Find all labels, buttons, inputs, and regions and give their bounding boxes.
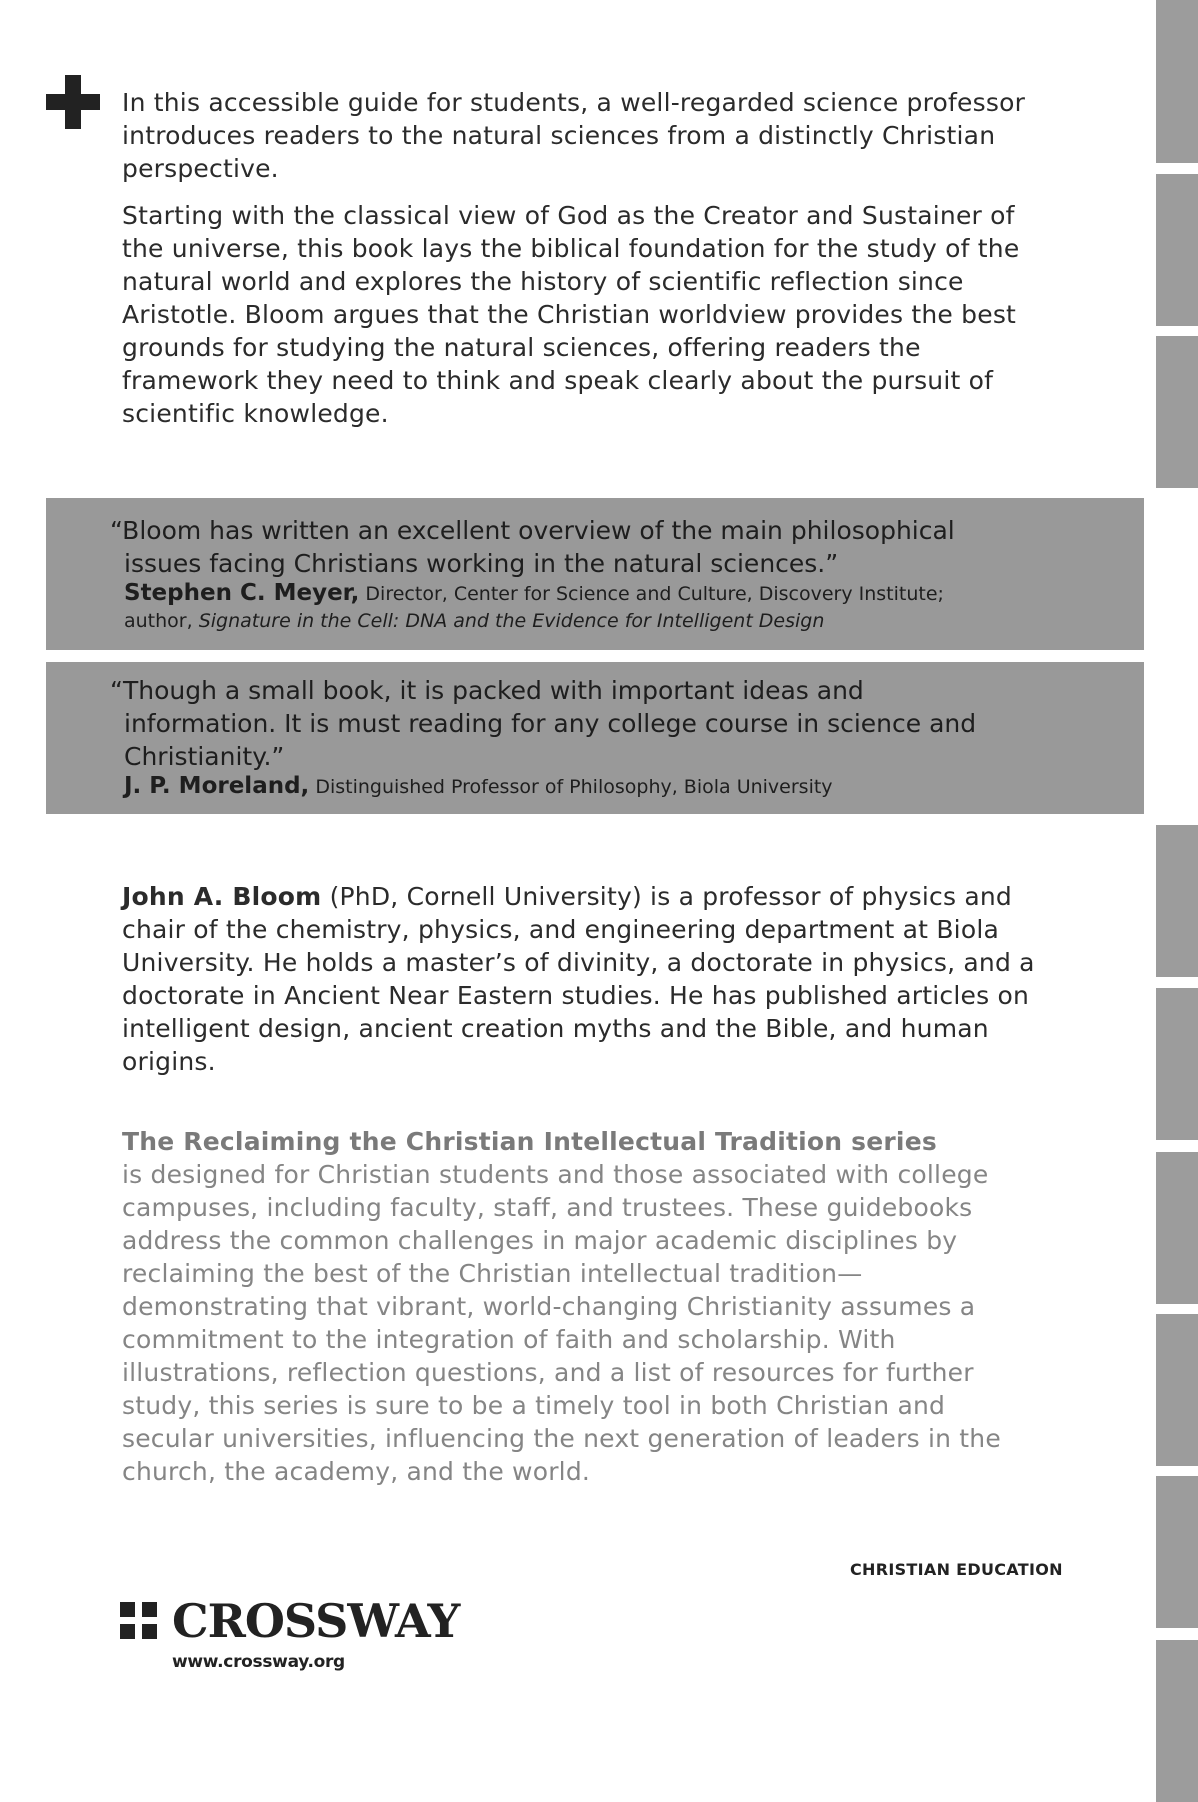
book-title: Signature in the Cell: DNA and the Evidence for Intelligent Design xyxy=(198,610,825,632)
endorsement-quote: “Bloom has written an excellent overview of the main philosophical issues facing Christians working in the natural sciences.” xyxy=(110,516,955,578)
author-bio xyxy=(122,880,1042,1078)
edge-tab xyxy=(1156,988,1198,1140)
author-name: John A. Bloom xyxy=(122,882,322,911)
edge-tab xyxy=(1156,1314,1198,1466)
description-paragraph: Starting with the classical view of God as the Creator and Sustainer of the universe, this book lays the biblical foundation for the study of the natural world and explores the history of scientific reflection since Aristotle. Bloom argues that the Christian worldview provides the best grounds for studying the natural sciences, offering readers the framework they need to think and speak clearly about the pursuit of scientific knowledge. xyxy=(122,201,1020,428)
endorsement-attribution: J. P. Moreland, Distinguished Professor of Philosophy, Biola University xyxy=(124,773,833,799)
endorser-name: Stephen C. Meyer, xyxy=(124,580,360,606)
series-title: The Reclaiming the Christian Intellectual Tradition series xyxy=(122,1127,937,1156)
series-text: is designed for Christian students and those associated with college campuses, including faculty, staff, and trustees. These guidebooks address the common challenges in major academic disciplines by reclaiming the best of the Christian intellectual tradition—demonstrating that vibrant, world-changing Christianity assumes a commitment to the integration of faith and scholarship. With illustrations, reflection questions, and a list of resources for further study, this series is sure to be a timely tool in both Christian and secular universities, influencing the next generation of leaders in the church, the academy, and the world. xyxy=(122,1160,1001,1486)
endorsement-quote: “Though a small book, it is packed with important ideas and information. It is must reading for any college course in science and Christianity.” xyxy=(110,676,977,771)
endorsement-box xyxy=(46,498,1144,650)
endorsement-box xyxy=(46,662,1144,814)
endorsement-attribution: Stephen C. Meyer, Director, Center for Science and Culture, Discovery Institute; author, Signature in the Cell: DNA and the Evidence for Intelligent Design xyxy=(124,580,944,632)
description xyxy=(122,86,1042,430)
publisher-name: CROSSWAY xyxy=(172,1594,460,1648)
edge-tab xyxy=(1156,1152,1198,1304)
description-paragraph: In this accessible guide for students, a well-regarded science professor introduces readers to the natural sciences from a distinctly Christian perspective. xyxy=(122,88,1026,183)
plus-icon xyxy=(46,75,100,129)
edge-tab xyxy=(1156,0,1198,163)
endorser-name: J. P. Moreland, xyxy=(124,773,310,799)
series-description xyxy=(122,1125,1042,1488)
edge-tab xyxy=(1156,1640,1198,1802)
edge-tab xyxy=(1156,336,1198,488)
edge-tab xyxy=(1156,1476,1198,1628)
publisher-url: www.crossway.org xyxy=(172,1652,345,1672)
crossway-mark-icon xyxy=(120,1602,160,1642)
edge-tab xyxy=(1156,825,1198,977)
author-bio-text: (PhD, Cornell University) is a professor of physics and chair of the chemistry, physics, and engineering department at Biola University. He holds a master’s of divinity, a doctorate in physics, and a doctorate in Ancient Near Eastern studies. He has published articles on intelligent design, ancient creation myths and the Bible, and human origins. xyxy=(122,882,1035,1076)
edge-tab xyxy=(1156,174,1198,326)
category-label: CHRISTIAN EDUCATION xyxy=(850,1560,1063,1579)
